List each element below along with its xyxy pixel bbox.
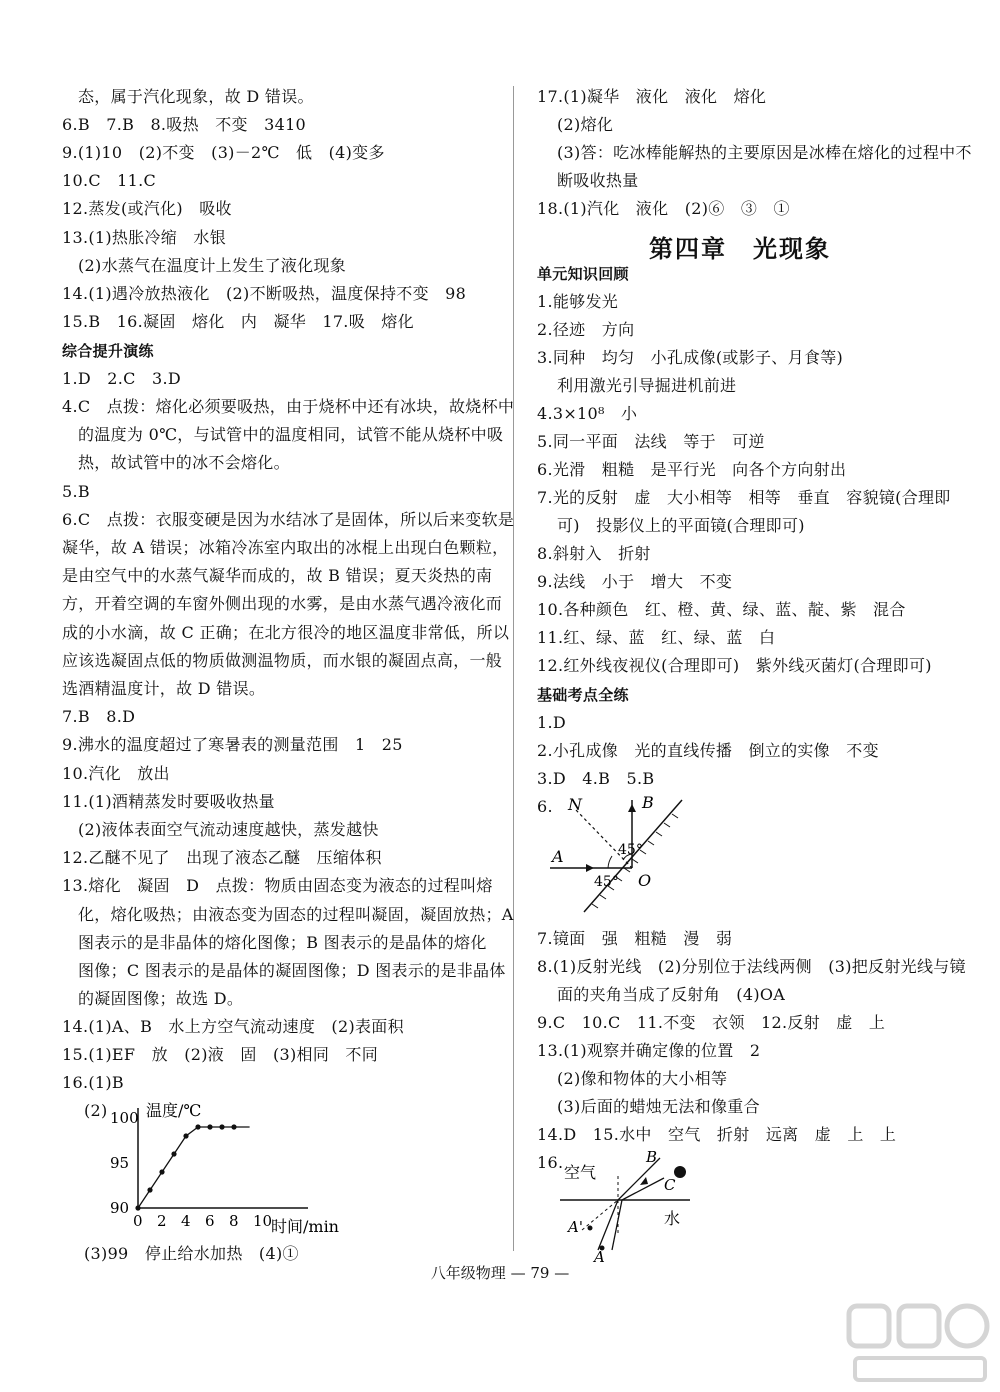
answer-line: 化，熔化吸热；由液态变为固态的过程叫凝固，凝固放热；A xyxy=(78,905,514,924)
answer-line: 6.C 点拨：衣服变硬是因为水结冰了是固体，所以后来变软是 xyxy=(62,510,515,529)
answer-line: 18.(1)汽化 液化 (2)⑥ ③ ① xyxy=(537,199,790,218)
answer-line: 3.同种 均匀 小孔成像(或影子、月食等) xyxy=(537,348,844,367)
column-divider xyxy=(513,86,514,1251)
graph-x-axis-label: 时间/min xyxy=(271,1217,339,1236)
watermark-logo xyxy=(845,1300,995,1390)
answer-line: (2)水蒸气在温度计上发生了液化现象 xyxy=(78,256,347,275)
data-point xyxy=(159,1169,164,1174)
answer-line: (2) xyxy=(84,1101,108,1120)
answer-line: 选酒精温度计，故 D 错误。 xyxy=(62,679,266,698)
x-tick-label: 8 xyxy=(229,1212,239,1230)
answer-line: 可) 投影仪上的平面镜(合理即可) xyxy=(557,516,805,535)
label-air: 空气 xyxy=(564,1163,597,1182)
answer-line: 8.(1)反射光线 (2)分别位于法线两侧 (3)把反射光线与镜 xyxy=(537,957,966,976)
data-point xyxy=(195,1124,200,1129)
answer-line: 12.蒸发(或汽化) 吸收 xyxy=(62,199,232,218)
x-tick-label: 4 xyxy=(181,1212,191,1230)
answer-line: 16.(1)B xyxy=(62,1073,124,1092)
answer-line: 13.(1)观察并确定像的位置 2 xyxy=(537,1041,761,1060)
chapter-title: 第四章 光现象 xyxy=(649,235,831,263)
answer-line: 成的小水滴，故 C 正确；在北方很冷的地区温度非常低，所以 xyxy=(62,623,510,642)
answer-line: 9.(1)10 (2)不变 (3)－2℃ 低 (4)变多 xyxy=(62,143,385,162)
answer-line: 12.乙醚不见了 出现了液态乙醚 压缩体积 xyxy=(62,848,382,867)
answer-line: 图表示的是非晶体的熔化图像；B 图表示的是晶体的熔化 xyxy=(78,933,487,952)
answer-line: (3)答：吃冰棒能解热的主要原因是冰棒在熔化的过程中不 xyxy=(557,143,972,162)
answer-line: 9.沸水的温度超过了寒暑表的测量范围 1 25 xyxy=(62,735,403,754)
answer-line: 15.(1)EF 放 (2)液 固 (3)相同 不同 xyxy=(62,1045,379,1064)
answer-line: 11.(1)酒精蒸发时要吸收热量 xyxy=(62,792,275,811)
answer-line: 7.镜面 强 粗糙 漫 弱 xyxy=(537,929,733,948)
answer-line: 14.(1)遇冷放热液化 (2)不断吸热，温度保持不变 98 xyxy=(62,284,467,303)
answer-line: 10.C 11.C xyxy=(62,171,157,190)
answer-line: 13.熔化 凝固 D 点拨：物质由固态变为液态的过程叫熔 xyxy=(62,876,493,895)
answer-line: (2)熔化 xyxy=(557,115,614,134)
answer-line: 15.B 16.凝固 熔化 内 凝华 17.吸 熔化 xyxy=(62,312,414,331)
data-point xyxy=(207,1124,212,1129)
label-A: A xyxy=(552,847,564,866)
angle-label-1: 45° xyxy=(618,842,643,858)
answer-line: 凝华，故 A 错误；冰箱冷冻室内取出的冰棍上出现白色颗粒， xyxy=(62,538,509,557)
label-O: O xyxy=(638,871,652,890)
answer-line: 2.径迹 方向 xyxy=(537,320,635,339)
data-point xyxy=(135,1205,140,1210)
answer-line: 12.红外线夜视仪(合理即可) 紫外线灭菌灯(合理即可) xyxy=(537,656,932,675)
answer-line: 6.光滑 粗糙 是平行光 向各个方向射出 xyxy=(537,460,847,479)
answer-line: 13.(1)热胀冷缩 水银 xyxy=(62,228,227,247)
answer-line: 17.(1)凝华 液化 液化 熔化 xyxy=(537,87,767,106)
label-water: 水 xyxy=(664,1209,681,1228)
answer-line: 11.红、绿、蓝 红、绿、蓝 白 xyxy=(537,628,776,647)
answer-line: 8.斜射入 折射 xyxy=(537,544,651,563)
answer-line: 是由空气中的水蒸气凝华而成的，故 B 错误；夏天炎热的南 xyxy=(62,566,493,585)
answer-line: 1.D xyxy=(537,713,566,732)
x-tick-label: 2 xyxy=(157,1212,167,1230)
answer-line: 热，故试管中的冰不会熔化。 xyxy=(78,453,290,472)
answer-line: (3)99 停止给水加热 (4)① xyxy=(84,1244,299,1263)
answer-line: 5.B xyxy=(62,482,90,501)
page-footer: 八年级物理 — 79 — xyxy=(430,1264,570,1282)
answer-line: 的凝固图像；故选 D。 xyxy=(78,989,244,1008)
reflection-diagram xyxy=(546,794,696,920)
answer-line: 1.能够发光 xyxy=(537,292,619,311)
label-B: B xyxy=(646,1150,658,1166)
refraction-diagram xyxy=(560,1150,700,1262)
x-tick-label: 10 xyxy=(253,1212,273,1230)
graph-y-axis-label: 温度/℃ xyxy=(146,1102,202,1120)
temperature-time-graph xyxy=(96,1102,356,1242)
answer-line: 利用激光引导掘进机前进 xyxy=(557,376,737,395)
data-point xyxy=(147,1187,152,1192)
answer-line: 7.B 8.D xyxy=(62,707,136,726)
label-N: N xyxy=(568,795,582,814)
answer-line: 图像；C 图表示的是晶体的凝固图像；D 图表示的是非晶体 xyxy=(78,961,506,980)
answer-line: 9.C 10.C 11.不变 衣领 12.反射 虚 上 xyxy=(537,1013,886,1032)
y-tick-label: 90 xyxy=(110,1199,130,1217)
label-A-prime: A' xyxy=(568,1218,583,1236)
answer-line: 10.汽化 放出 xyxy=(62,764,170,783)
answer-line: 6.B 7.B 8.吸热 不变 3410 xyxy=(62,115,307,134)
data-point xyxy=(231,1124,236,1129)
answer-line: (2)像和物体的大小相等 xyxy=(557,1069,728,1088)
answer-line: 4.C 点拨：熔化必须要吸热，由于烧杯中还有冰块，故烧杯中 xyxy=(62,397,515,416)
data-point xyxy=(183,1133,188,1138)
answer-line: 16. xyxy=(537,1153,564,1172)
answer-line: (3)后面的蜡烛无法和像重合 xyxy=(557,1097,760,1116)
section-heading: 单元知识回顾 xyxy=(537,265,629,283)
answer-line: 应该选凝固点低的物质做测温物质，而水银的凝固点高，一般 xyxy=(62,651,503,670)
label-B: B xyxy=(642,794,654,812)
answer-line: 6. xyxy=(537,797,553,816)
answer-line: 1.D 2.C 3.D xyxy=(62,369,181,388)
label-A: A xyxy=(594,1248,605,1262)
answer-line: 面的夹角当成了反射角 (4)OA xyxy=(557,985,786,1004)
answer-line: 5.同一平面 法线 等于 可逆 xyxy=(537,432,765,451)
answer-line: 态，属于汽化现象，故 D 错误。 xyxy=(78,87,314,106)
temperature-line xyxy=(138,1127,250,1208)
x-tick-label: 6 xyxy=(205,1212,215,1230)
data-point xyxy=(171,1151,176,1156)
answer-line: (2)液体表面空气流动速度越快，蒸发越快 xyxy=(78,820,379,839)
answer-line: 方，开着空调的车窗外侧出现的水雾，是由水蒸气遇冷液化而 xyxy=(62,594,503,613)
y-tick-label: 95 xyxy=(110,1154,130,1172)
y-tick-label: 100 xyxy=(110,1109,139,1127)
answer-line: 14.D 15.水中 空气 折射 远离 虚 上 上 xyxy=(537,1125,897,1144)
label-C: C xyxy=(664,1176,676,1194)
answer-line: 10.各种颜色 红、橙、黄、绿、蓝、靛、紫 混合 xyxy=(537,600,906,619)
answer-line: 4.3×10⁸ 小 xyxy=(537,404,638,423)
answer-line: 断吸收热量 xyxy=(557,171,639,190)
answer-line: 3.D 4.B 5.B xyxy=(537,769,655,788)
answer-line: 9.法线 小于 增大 不变 xyxy=(537,572,733,591)
x-tick-label: 0 xyxy=(133,1212,143,1230)
answer-line: 2.小孔成像 光的直线传播 倒立的实像 不变 xyxy=(537,741,879,760)
section-heading: 基础考点全练 xyxy=(537,686,629,704)
answer-line: 14.(1)A、B 水上方空气流动速度 (2)表面积 xyxy=(62,1017,404,1036)
data-point xyxy=(219,1124,224,1129)
angle-label-2: 45° xyxy=(594,874,619,890)
answer-line: 7.光的反射 虚 大小相等 相等 垂直 容貌镜(合理即 xyxy=(537,488,951,507)
answer-line: 的温度为 0℃，与试管中的温度相同，试管不能从烧杯中吸 xyxy=(78,425,504,444)
section-heading: 综合提升演练 xyxy=(62,342,154,360)
